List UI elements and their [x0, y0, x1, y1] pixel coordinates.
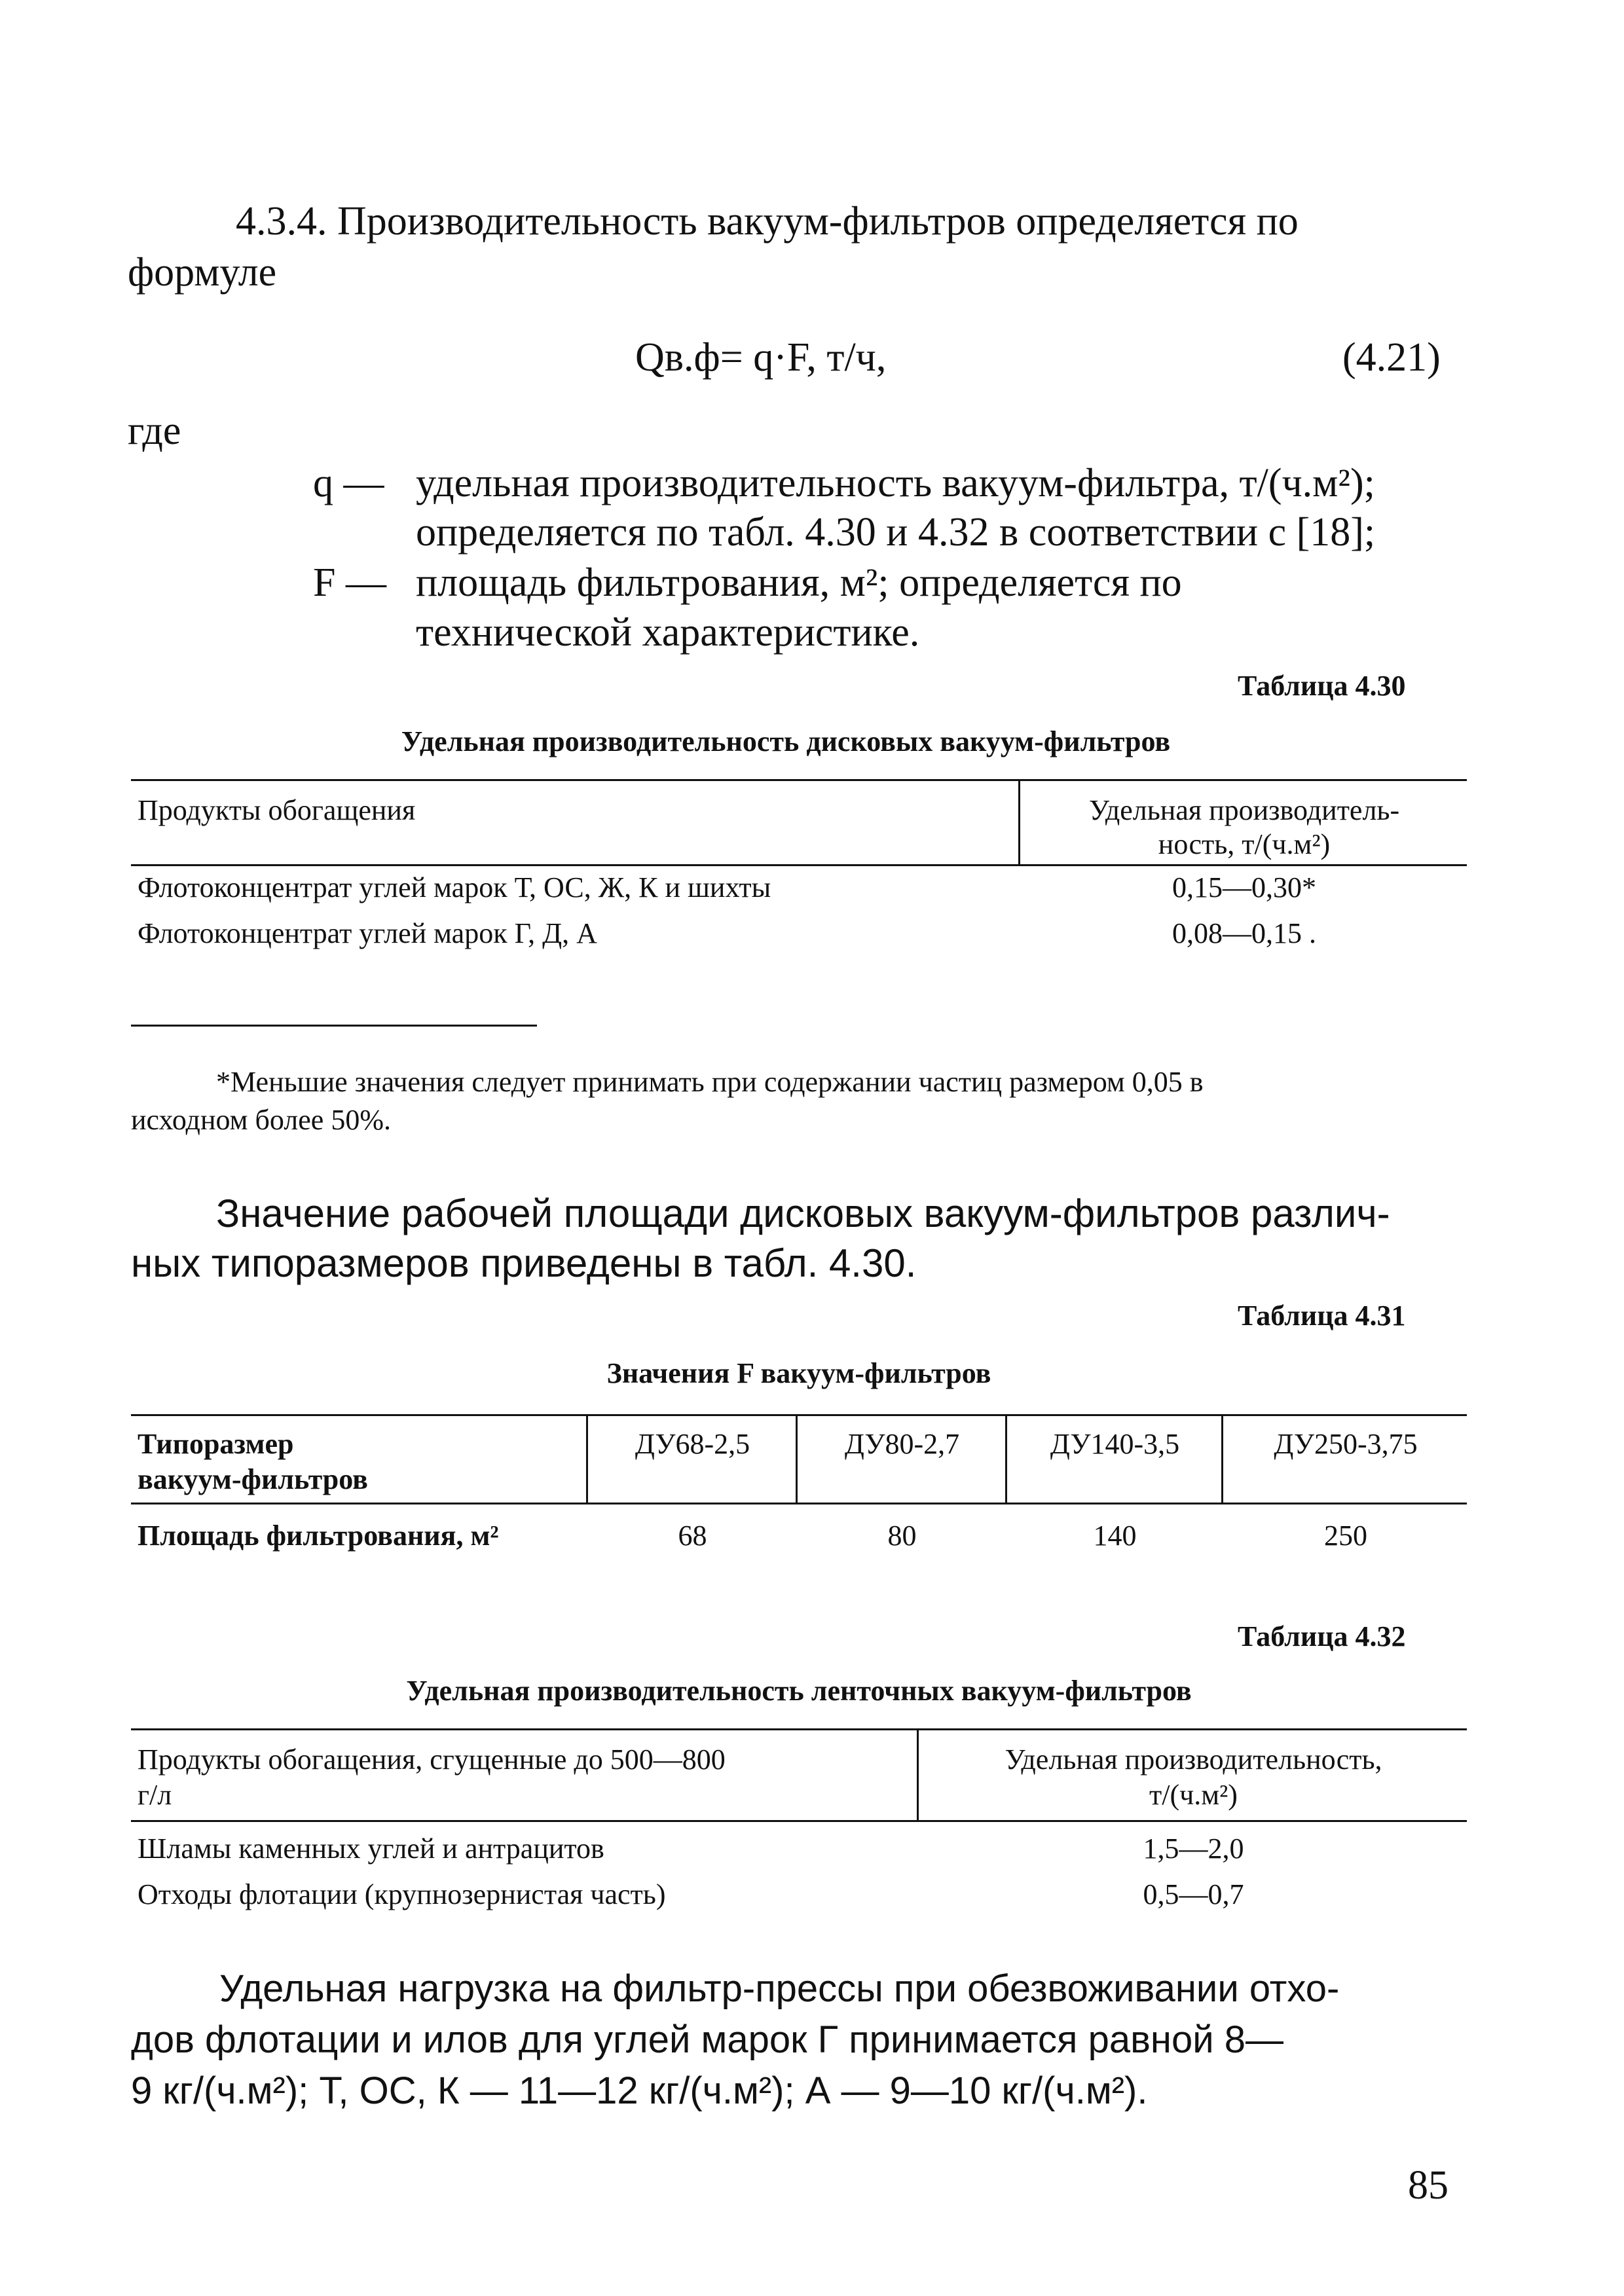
- table-431-divider-3: [1005, 1414, 1007, 1503]
- footnote-line1: *Меньшие значения следует принимать при содержании частиц размером 0,05 в: [216, 1066, 1204, 1098]
- table-431-label: Таблица 4.31: [1238, 1300, 1406, 1332]
- table-430-row2-product: Флотоконцентрат углей марок Г, Д, А: [138, 917, 597, 949]
- footnote-line2: исходном более 50%.: [131, 1104, 391, 1136]
- definition-f-line1: площадь фильтрования, м²; определяется по: [416, 560, 1182, 605]
- table-431-top-rule: [131, 1414, 1467, 1416]
- page-number: 85: [1408, 2163, 1449, 2208]
- footnote-rule: [131, 1025, 537, 1027]
- table-431-header-rule: [131, 1503, 1467, 1504]
- definition-f-line2: технической характеристике.: [416, 610, 920, 655]
- final-paragraph-line3: 9 кг/(ч.м²); Т, ОС, К — 11—12 кг/(ч.м²); А — 9—10 кг/(ч.м²).: [131, 2069, 1148, 2112]
- table-432-title: Удельная производительность ленточных вакуум-фильтров: [406, 1675, 1192, 1707]
- section-lead: Производительность вакуум-фильтров определяется по: [337, 199, 1299, 244]
- table-430-row2-value: 0,08—0,15 .: [1172, 917, 1316, 949]
- section-lead-continuation: формуле: [128, 250, 277, 295]
- table-431-area-3: 140: [1093, 1520, 1137, 1552]
- table-432-col2-header-line2: т/(ч.м²): [1149, 1779, 1238, 1811]
- table-431-divider-4: [1221, 1414, 1223, 1503]
- mid-paragraph-line1: Значение рабочей площади дисковых вакуум-фильтров различ-: [216, 1192, 1390, 1235]
- table-432-row1-value: 1,5—2,0: [1143, 1832, 1244, 1865]
- table-430-col2-header-line1: Удельная производитель-: [1088, 794, 1400, 826]
- table-430-col2-header-line2: ность, т/(ч.м²): [1158, 828, 1331, 860]
- formula-number: (4.21): [1342, 335, 1441, 380]
- table-431-model-1: ДУ68-2,5: [635, 1428, 750, 1460]
- table-430-column-divider: [1018, 779, 1020, 864]
- definition-symbol-q: q —: [313, 461, 384, 505]
- table-431-title: Значения F вакуум-фильтров: [606, 1357, 991, 1389]
- where-label: где: [128, 409, 181, 453]
- mid-paragraph-line2: ных типоразмеров приведены в табл. 4.30.: [131, 1241, 917, 1285]
- table-432-row2-product: Отходы флотации (крупнозернистая часть): [138, 1878, 666, 1910]
- table-430-header-rule: [131, 864, 1467, 866]
- final-paragraph-line2: дов флотации и илов для углей марок Г принимается равной 8—: [131, 2018, 1283, 2061]
- formula: Qв.ф= q·F, т/ч,: [635, 335, 887, 380]
- table-431-model-2: ДУ80-2,7: [844, 1428, 960, 1460]
- table-430-row1-value: 0,15—0,30*: [1172, 871, 1316, 903]
- table-431-divider-2: [796, 1414, 798, 1503]
- definition-symbol-f: F —: [313, 560, 386, 605]
- table-431-area-2: 80: [887, 1520, 917, 1552]
- table-432-col2-header-line1: Удельная производительность,: [1005, 1743, 1382, 1776]
- table-432-column-divider: [917, 1728, 919, 1820]
- final-paragraph-line1: Удельная нагрузка на фильтр-прессы при обезвоживании отхо-: [219, 1967, 1340, 2010]
- table-432-label: Таблица 4.32: [1238, 1620, 1406, 1652]
- table-432-row2-value: 0,5—0,7: [1143, 1878, 1244, 1910]
- table-431-area-4: 250: [1324, 1520, 1367, 1552]
- table-431-row-header-line1: Типоразмер: [138, 1428, 294, 1460]
- table-432-col1-header-line1: Продукты обогащения, сгущенные до 500—800: [138, 1743, 726, 1776]
- table-430-col1-header: Продукты обогащения: [138, 794, 416, 826]
- table-432-top-rule: [131, 1728, 1467, 1730]
- table-431-model-4: ДУ250-3,75: [1274, 1428, 1418, 1460]
- table-432-header-rule: [131, 1820, 1467, 1822]
- definition-q-line2: определяется по табл. 4.30 и 4.32 в соответствии с [18];: [416, 510, 1376, 555]
- section-paragraph: [236, 196, 1480, 246]
- table-431-area-label: Площадь фильтрования, м²: [138, 1520, 499, 1552]
- table-432-col1-header-line2: г/л: [138, 1779, 172, 1811]
- definition-q-line1: удельная производительность вакуум-фильтра, т/(ч.м²);: [416, 461, 1375, 505]
- table-431-row-header-line2: вакуум-фильтров: [138, 1463, 368, 1495]
- table-430-row1-product: Флотоконцентрат углей марок Т, ОС, Ж, К и шихты: [138, 871, 771, 903]
- table-430-top-rule: [131, 779, 1467, 781]
- table-432-row1-product: Шламы каменных углей и антрацитов: [138, 1832, 604, 1865]
- section-number: 4.3.4.: [236, 199, 327, 244]
- table-430-label: Таблица 4.30: [1238, 670, 1406, 702]
- table-431-area-1: 68: [678, 1520, 707, 1552]
- table-430-title: Удельная производительность дисковых вакуум-фильтров: [401, 725, 1171, 757]
- table-431-divider-1: [586, 1414, 588, 1503]
- table-431-model-3: ДУ140-3,5: [1050, 1428, 1180, 1460]
